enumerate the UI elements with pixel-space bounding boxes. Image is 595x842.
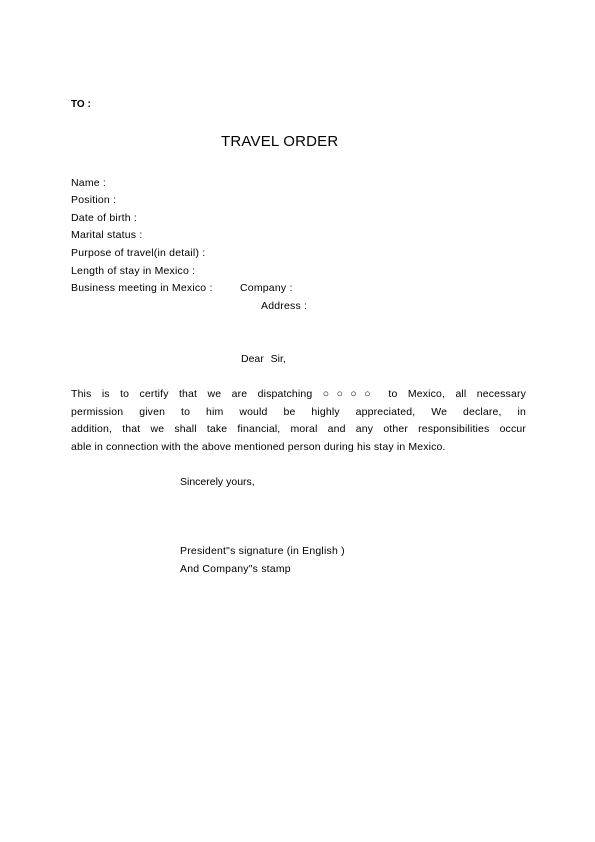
field-purpose-of-travel: Purpose of travel(in detail) :	[71, 247, 206, 259]
field-address: Address :	[261, 300, 308, 312]
field-marital-status: Marital status :	[71, 229, 143, 241]
field-position: Position :	[71, 194, 117, 206]
body-paragraph	[71, 386, 526, 457]
field-business-meeting: Business meeting in Mexico :	[71, 282, 213, 294]
body-line: permission given to him would be highly appreciated, We declare, in	[71, 405, 526, 418]
salutation: Dear Sir,	[241, 353, 286, 365]
signature-line: President"s signature (in English )	[180, 545, 345, 557]
field-length-of-stay: Length of stay in Mexico :	[71, 265, 196, 277]
body-line: addition, that we shall take financial, moral and any other responsibilities occur	[71, 423, 526, 436]
body-line: able in connection with the above mentioned person during his stay in Mexico.	[71, 441, 446, 454]
stamp-line: And Company"s stamp	[180, 563, 291, 575]
field-name: Name :	[71, 177, 107, 189]
field-company: Company :	[240, 282, 293, 294]
document-title: TRAVEL ORDER	[221, 133, 339, 150]
closing: Sincerely yours,	[180, 476, 255, 488]
recipient-line: TO :	[71, 99, 91, 110]
field-date-of-birth: Date of birth :	[71, 212, 138, 224]
body-line: This is to certify that we are dispatching ○○○○ to Mexico, all necessary	[71, 388, 526, 400]
